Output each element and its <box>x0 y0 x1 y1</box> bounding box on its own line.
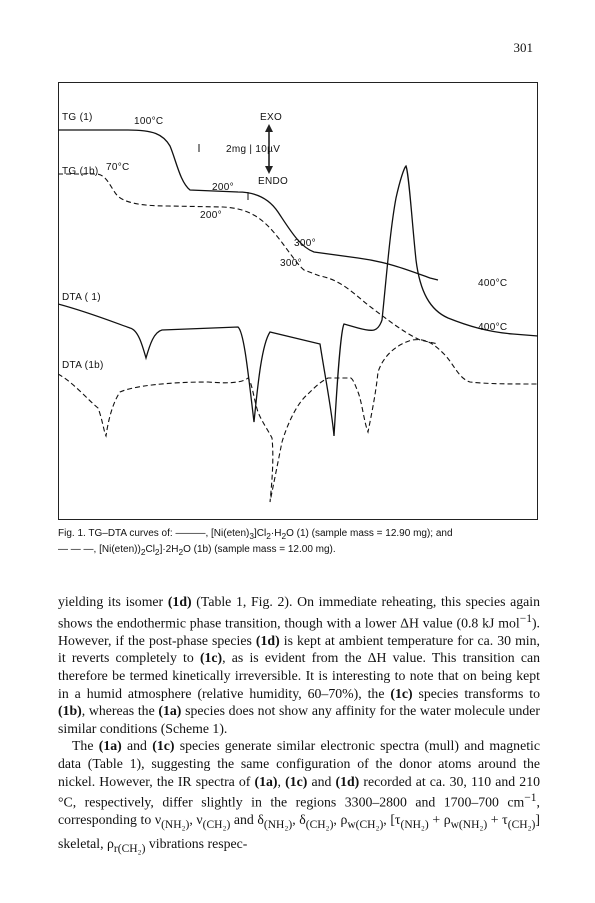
caption-compound2-end: ]·2H <box>159 544 179 555</box>
tg1-label: TG (1) <box>62 112 93 123</box>
body-text <box>58 593 540 858</box>
caption-solid-legend: ———, <box>175 528 209 539</box>
caption-compound2-tail: O (1b) (sample mass = 12.00 mg). <box>183 544 336 555</box>
caption-dashed-legend: — — —, <box>58 544 97 555</box>
caption-compound2: [Ni(eten) <box>99 544 138 555</box>
scale-label: 2mg | 10µV <box>226 144 281 155</box>
endo-label: ENDO <box>258 176 289 187</box>
caption-compound1: [Ni(eten) <box>211 528 250 539</box>
caption-compound2-rest: Cl <box>145 544 155 555</box>
dta1b-curve <box>58 340 538 502</box>
caption-compound1-tail: ·H <box>270 528 282 539</box>
tg1b-label: TG (1b) <box>62 166 99 177</box>
temp-70-label: 70°C <box>106 162 130 173</box>
caption-prefix: Fig. 1. TG–DTA curves of: <box>58 528 173 539</box>
paragraph-2: The (1a) and (1c) species generate similar electronic spectra (mull) and magnetic data (Table 1), suggesting the same configuration of the donor atoms around the nickel. However, the IR spectra of (1a), (1c) and (1d) recorded at ca. 30, 110 and 210 °C, respectively, differ slightly in the regions 3300–2800 and 1700–700 $cm^{-1}$, corresponding to $\nu_{(NH_2)}$, $\nu_{(CH_2)}$ and $\delta_{(NH_2)}$, $\delta_{(CH_2)}$, $\rho_{w(CH_2)}$, $[\tau_{(NH_2)} + \rho_{w(NH_2)} + \tau_{(CH_2)}]$ skeletal, $\rho_{r(CH_2)}$ vibrations respec- <box>58 738 541 855</box>
caption-compound1-rest: ]Cl <box>254 528 267 539</box>
temp-300-tg1b-label: 300° <box>280 258 302 269</box>
endo-arrow <box>265 166 273 174</box>
plot-frame <box>59 83 538 520</box>
temp-300-tg1-label: 300° <box>294 238 316 249</box>
figure-caption: Fig. 1. TG–DTA curves of: ———, $[Ni(eten)_3]Cl_2\cdot H_2O$ (1) (sample mass = 12.90 mg); and — — —, $[Ni(eten))_2Cl_2]\cdot 2H_2O$ (1b) (sample mass = 12.00 mg). <box>58 528 453 557</box>
temp-200-tg1b-label: 200° <box>200 210 222 221</box>
dta1-label: DTA ( 1) <box>62 292 101 303</box>
paragraph-1: yielding its isomer (1d) (Table 1, Fig. 2). On immediate reheating, this species again shows the endothermic phase transition, though with a lower ΔH value (0.8 kJ mol$^{-1}$). However, if the post-phase species (1d) is kept at ambient temperature for ca. 30 min, it reverts completely to (1c), as is evident from the ΔH value. This transition can therefore be termed kinetically irreversible. It is interesting to note that on being kept in a humid atmosphere (relative humidity, 60–70%), the (1c) species transforms to (1b), whereas the (1a) species does not show any affinity for the water molecule under similar conditions (Scheme 1). <box>58 594 541 736</box>
temp-400-dta1b-label: 400°C <box>478 322 508 333</box>
exo-label: EXO <box>260 112 283 123</box>
temp-100-label: 100°C <box>134 116 164 127</box>
exo-arrow <box>265 124 273 132</box>
page-number: 301 <box>513 40 533 55</box>
temp-200-tg1-label: 200° <box>212 182 234 193</box>
tg-dta-figure <box>58 82 538 520</box>
temp-400-dta1-label: 400°C <box>478 278 508 289</box>
dta1-curve <box>58 166 538 436</box>
caption-compound1-end: O (1) (sample mass = 12.90 mg); and <box>286 528 453 539</box>
tg-dta-plot <box>58 82 538 520</box>
dta1b-label: DTA (1b) <box>62 360 104 371</box>
